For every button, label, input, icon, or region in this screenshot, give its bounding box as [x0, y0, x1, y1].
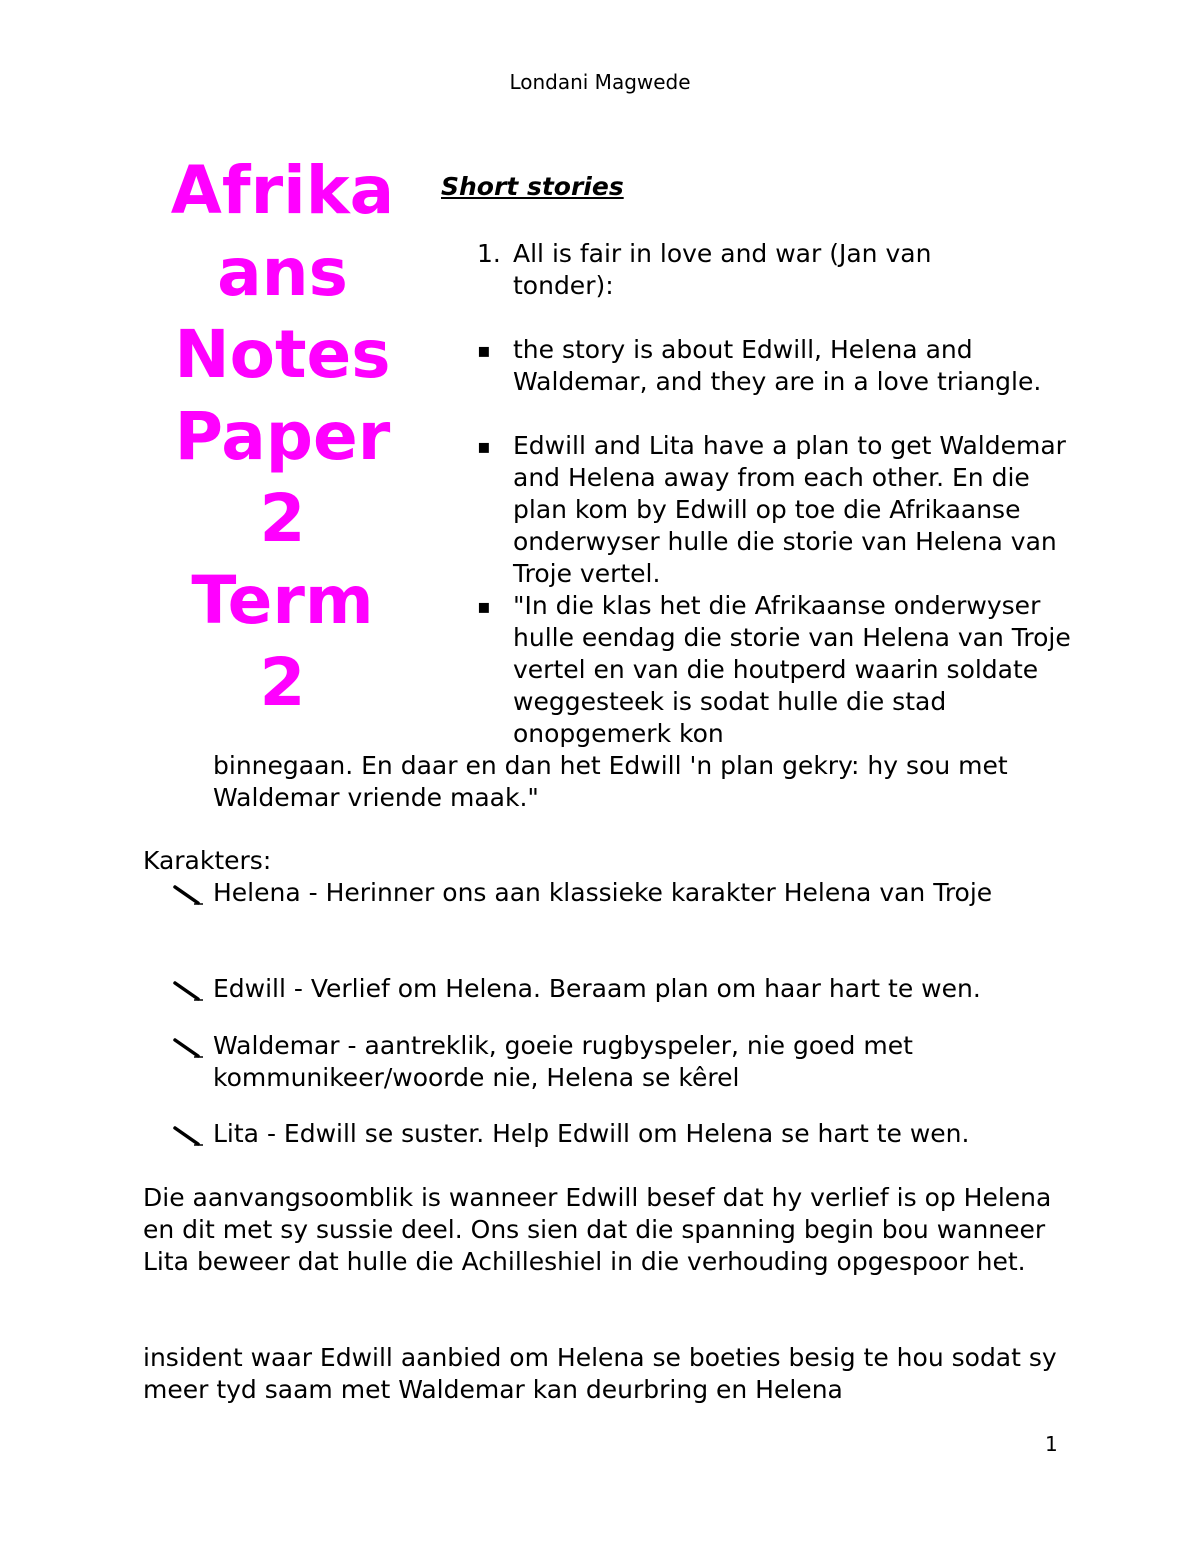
pen-icon	[172, 1037, 204, 1059]
title-line: Term	[191, 562, 374, 639]
karakter-item: Waldemar - aantreklik, goeie rugbyspeler, nie goed met kommunikeer/woorde nie, Helena se kêrel	[213, 1031, 913, 1092]
title-line: 2	[259, 644, 306, 721]
square-bullet-icon: ▪	[477, 434, 491, 458]
bullet-text: Edwill and Lita have a plan to get Waldemar and Helena away from each other. En die plan kom by Edwill op toe die Afrikaanse onderwyser hulle die storie van Helena van Troje vertel.	[513, 431, 1066, 588]
pen-icon	[172, 884, 204, 906]
karakters-label: Karakters:	[143, 846, 272, 875]
page-header-author: Londani Magwede	[509, 70, 691, 94]
bullet-text: the story is about Edwill, Helena and Waldemar, and they are in a love triangle.	[513, 335, 1042, 396]
list-item-title: All is fair in love and war (Jan van tonder):	[513, 239, 932, 300]
document-title	[150, 150, 415, 724]
title-line: Afrika	[170, 152, 395, 229]
page-number: 1	[1045, 1432, 1058, 1456]
paragraph: insident waar Edwill aanbied om Helena se boeties besig te hou sodat sy meer tyd saam met Waldemar kan deurbring en Helena	[143, 1343, 1057, 1404]
pen-icon	[172, 980, 204, 1002]
bullet-continuation: binnegaan. En daar en dan het Edwill 'n plan gekry: hy sou met Waldemar vriende maak."	[213, 751, 1008, 812]
section-heading: Short stories	[441, 172, 624, 201]
square-bullet-icon: ▪	[477, 338, 491, 362]
karakter-item: Lita - Edwill se suster. Help Edwill om Helena se hart te wen.	[213, 1119, 970, 1148]
list-number: 1.	[477, 239, 501, 268]
bullet-text: "In die klas het die Afrikaanse onderwyser hulle eendag die storie van Helena van Troje vertel en van die houtperd waarin soldate weggesteek is sodat hulle die stad onopgemerk kon	[513, 591, 1071, 748]
karakter-item: Edwill - Verlief om Helena. Beraam plan om haar hart te wen.	[213, 974, 981, 1003]
square-bullet-icon: ▪	[477, 594, 491, 618]
title-line: Paper	[174, 398, 391, 475]
karakter-item: Helena - Herinner ons aan klassieke karakter Helena van Troje	[213, 878, 993, 907]
title-line: ans	[217, 234, 348, 311]
title-line: 2	[259, 480, 306, 557]
pen-icon	[172, 1125, 204, 1147]
paragraph: Die aanvangsoomblik is wanneer Edwill besef dat hy verlief is op Helena en dit met sy sussie deel. Ons sien dat die spanning begin bou wanneer Lita beweer dat hulle die Achilleshiel in die verhouding opgespoor het.	[143, 1183, 1052, 1276]
title-line: Notes	[174, 316, 391, 393]
